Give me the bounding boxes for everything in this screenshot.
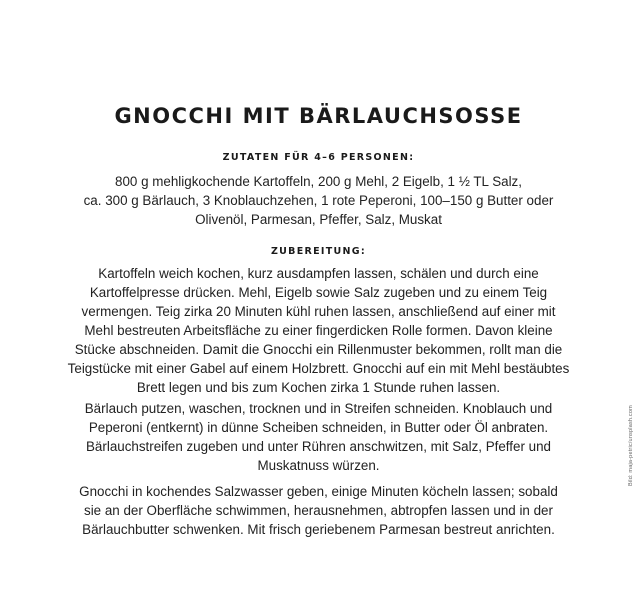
paragraph-line: sie an der Oberfläche schwimmen, herausnehmen, abtropfen lassen und in der [84, 503, 553, 518]
recipe-title: GNOCCHI MIT BÄRLAUCHSOSSE [114, 104, 523, 128]
preparation-step-3 [48, 482, 589, 539]
paragraph-line: Peperoni (entkernt) in dünne Scheiben schneiden, in Butter oder Öl anbraten. [88, 420, 549, 435]
preparation-heading: ZUBEREITUNG: [270, 246, 366, 257]
paragraph-line: Bärlauch putzen, waschen, trocknen und in Streifen schneiden. Knoblauch und [84, 401, 553, 416]
ingredients-text [48, 172, 589, 229]
preparation-step-1 [48, 264, 589, 397]
paragraph-line: Brett legen und bis zum Kochen zirka 1 Stunde ruhen lassen. [136, 380, 501, 395]
paragraph-line: Teigstücke mit einer Gabel auf einem Holzbrett. Gnocchi auf ein mit Mehl bestäubtes [67, 361, 570, 376]
paragraph-line: Mehl bestreuten Arbeitsfläche zu einer fingerdicken Rolle formen. Davon kleine [84, 323, 553, 338]
paragraph-line: Gnocchi in kochendes Salzwasser geben, einige Minuten köcheln lassen; sobald [79, 484, 558, 499]
preparation-step-2 [48, 399, 589, 475]
photo-credit: Bild: maja-petric/unsplash.com [628, 405, 634, 486]
paragraph-line: Bärlauchbutter schwenken. Mit frisch geriebenem Parmesan bestreut anrichten. [82, 522, 555, 537]
paragraph-line: Muskatnuss würzen. [257, 458, 380, 473]
ingredients-line: Olivenöl, Parmesan, Pfeffer, Salz, Muskat [195, 212, 442, 227]
paragraph-line: vermengen. Teig zirka 20 Minuten kühl ruhen lassen, anschließend auf einer mit [81, 304, 556, 319]
paragraph-line: Stücke abschneiden. Damit die Gnocchi ein Rillenmuster bekommen, rollt man die [74, 342, 563, 357]
ingredients-line: 800 g mehligkochende Kartoffeln, 200 g Mehl, 2 Eigelb, 1 ½ TL Salz, [115, 174, 522, 189]
ingredients-heading: ZUTATEN FÜR 4–6 PERSONEN: [222, 152, 415, 163]
paragraph-line: Kartoffeln weich kochen, kurz ausdampfen lassen, schälen und durch eine [98, 266, 539, 281]
paragraph-line: Kartoffelpresse drücken. Mehl, Eigelb sowie Salz zugeben und zu einem Teig [89, 285, 548, 300]
paragraph-line: Bärlauchstreifen zugeben und unter Rühren anschwitzen, mit Salz, Pfeffer und [86, 439, 551, 454]
ingredients-line: ca. 300 g Bärlauch, 3 Knoblauchzehen, 1 rote Peperoni, 100–150 g Butter oder [83, 193, 554, 208]
